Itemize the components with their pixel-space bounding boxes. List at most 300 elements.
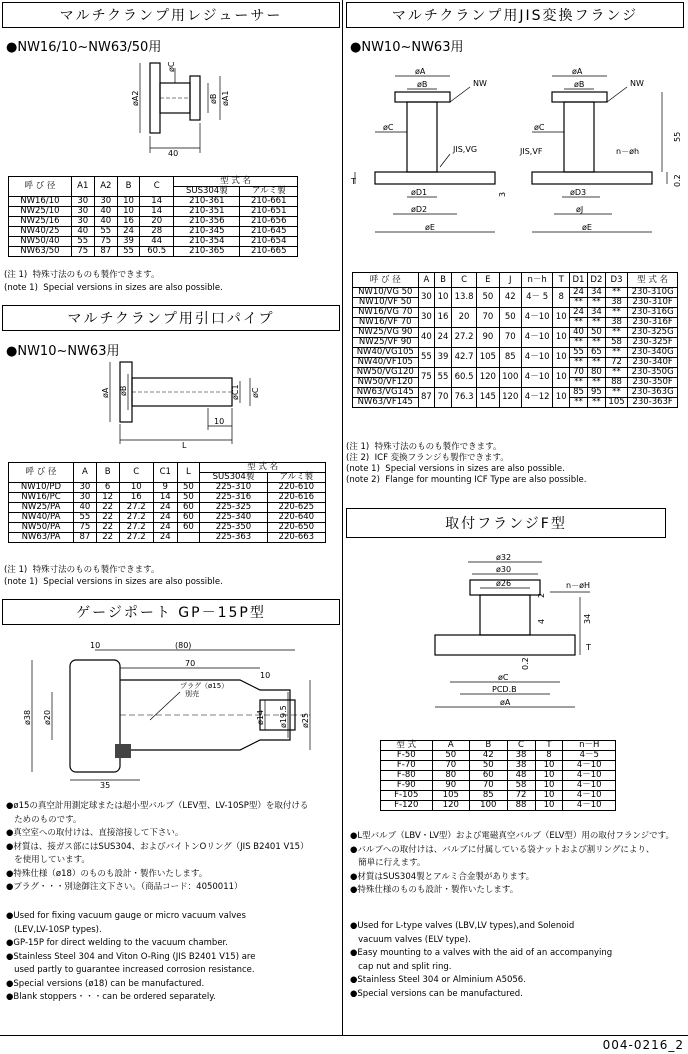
dim-len: 40	[168, 149, 179, 158]
table-cell: 24	[570, 288, 588, 298]
table-cell: 75	[73, 523, 96, 533]
dim-jisvg: JIS,VG	[453, 145, 478, 154]
table-cell: 40	[71, 227, 94, 237]
table-cell: 50	[177, 483, 200, 493]
jis-title: マルチクランプ用JIS変換フランジ	[346, 2, 684, 28]
table-cell: 60.5	[140, 247, 174, 257]
table-row	[381, 801, 616, 811]
table-cell: 24	[435, 328, 452, 348]
table-cell: **	[605, 348, 627, 358]
pipe-note-jp: (注 1) 特殊寸法のものも製作できます。	[4, 565, 160, 575]
table-cell: 225-316	[200, 493, 267, 503]
dim-phiC: øC	[498, 673, 509, 682]
table-cell: NW63/VF145	[353, 398, 419, 408]
th-col: C	[507, 741, 535, 751]
table-cell: **	[570, 378, 588, 388]
table-row	[9, 493, 326, 503]
note-line: ●プラグ・・・別途御注文下さい。（商品コード：4050011）	[6, 882, 243, 892]
table-cell: 10	[119, 483, 153, 493]
table-cell: 70	[570, 368, 588, 378]
table-cell: 4－10	[521, 348, 552, 368]
table-cell: **	[587, 398, 605, 408]
table-cell: 10	[553, 328, 570, 348]
table-cell: 90	[477, 328, 499, 348]
table-cell: 24	[153, 523, 177, 533]
note-line: ●特殊仕様のものも設計・製作いたします。	[350, 885, 519, 895]
table-cell: 210-651	[240, 207, 298, 217]
table-cell: 10	[553, 348, 570, 368]
table-cell: 210-361	[174, 197, 240, 207]
table-cell: 30	[71, 197, 94, 207]
th-b: B	[96, 463, 119, 483]
table-row	[381, 751, 616, 761]
table-cell: 87	[418, 388, 435, 408]
dim-10b: 10	[260, 671, 271, 680]
th-sus: SUS304製	[200, 473, 267, 483]
pipe-note-en: (note 1) Special versions in sizes are also possible.	[4, 577, 223, 587]
dim-nw: NW	[473, 79, 487, 88]
th-sus: SUS304製	[174, 187, 240, 197]
dim-nw-vf: NW	[630, 79, 644, 88]
dim-betsu: 別売	[185, 690, 199, 698]
table-cell: NW40/VG105	[353, 348, 419, 358]
pipe-table	[8, 462, 326, 543]
table-row	[9, 197, 298, 207]
table-cell: 230-325G	[628, 328, 678, 338]
table-cell: 55	[71, 237, 94, 247]
table-row	[381, 761, 616, 771]
table-cell: 8	[535, 751, 563, 761]
dim-10a: 10	[90, 641, 101, 650]
table-cell: 12	[96, 493, 119, 503]
table-cell: 16	[119, 493, 153, 503]
th-size: 呼 び 径	[353, 273, 419, 288]
table-row	[381, 781, 616, 791]
th-a1: A1	[71, 177, 94, 197]
note-line: ●Used for L-type valves (LBV,LV types),and Solenoid	[350, 921, 575, 931]
table-row	[9, 533, 326, 543]
dim-35: 35	[100, 781, 111, 790]
table-cell: 87	[94, 247, 117, 257]
dim-L: L	[182, 441, 187, 450]
dim-32: ø32	[496, 553, 512, 562]
dim-phiE: øE	[425, 223, 435, 232]
note-line: ●真空室への取付けは、直接溶接して下さい。	[6, 828, 184, 838]
table-cell: **	[587, 338, 605, 348]
table-cell: 30	[71, 207, 94, 217]
table-cell: 225-350	[200, 523, 267, 533]
reducer-range: ●NW16/10~NW63/50用	[6, 40, 162, 55]
th-model: 型 式 名	[200, 463, 326, 473]
dim-80: (80)	[175, 641, 192, 650]
dim-nphiH: n－øh	[616, 147, 640, 156]
th-d3: D3	[605, 273, 627, 288]
table-cell: 14	[140, 197, 174, 207]
table-cell: 100	[499, 368, 521, 388]
pipe-range: ●NW10~NW63用	[6, 344, 120, 359]
table-cell: 87	[73, 533, 96, 543]
table-cell: 30	[73, 483, 96, 493]
table-cell: 230-316F	[628, 318, 678, 328]
table-cell: 88	[507, 801, 535, 811]
table-cell: 48	[507, 771, 535, 781]
table-cell: **	[570, 358, 588, 368]
table-cell: 4－10	[563, 771, 616, 781]
th-c: C	[140, 177, 174, 197]
table-cell: 40	[570, 328, 588, 338]
table-cell: **	[587, 378, 605, 388]
table-cell: 8	[553, 288, 570, 308]
th-a2: A2	[94, 177, 117, 197]
th-model: 型 式 名	[174, 177, 298, 187]
table-cell: 80	[432, 771, 470, 781]
table-cell: 88	[605, 378, 627, 388]
table-cell: NW25/10	[9, 207, 72, 217]
reducer-table	[8, 176, 298, 257]
th-c1: C1	[153, 463, 177, 483]
table-cell: F-120	[381, 801, 433, 811]
table-cell: 230-350F	[628, 378, 678, 388]
table-cell: 9	[153, 483, 177, 493]
table-cell: 60.5	[451, 368, 476, 388]
note-line: (注 1) 特殊寸法のものも製作できます。	[346, 442, 502, 452]
note-line: ●Stainless Steel 304 or Alminium A5056.	[350, 975, 526, 985]
ff-title: 取付フランジF型	[346, 508, 666, 538]
table-cell: **	[605, 328, 627, 338]
th-col: 型 式	[381, 741, 433, 751]
table-cell: 10	[553, 308, 570, 328]
table-cell: NW25/VG 90	[353, 328, 419, 338]
th-b: B	[117, 177, 139, 197]
ff-drawing	[420, 552, 610, 712]
table-cell: NW63/PA	[9, 533, 74, 543]
table-cell: NW50/PA	[9, 523, 74, 533]
dim-02: 0.2	[521, 657, 530, 670]
gauge-en-notes	[6, 910, 255, 1005]
table-cell: 22	[96, 513, 119, 523]
table-cell: 60	[470, 771, 508, 781]
table-cell: 4－ 5	[521, 288, 552, 308]
table-cell: 40	[94, 217, 117, 227]
table-row	[353, 328, 678, 338]
table-cell: 24	[117, 227, 139, 237]
dim-phiJ: øJ	[576, 205, 584, 214]
table-cell: 230-325F	[628, 338, 678, 348]
table-row	[9, 523, 326, 533]
table-cell: 225-340	[200, 513, 267, 523]
dim-14: ø14	[256, 709, 265, 725]
dim-phiB: øB	[209, 93, 218, 104]
table-cell: 75	[71, 247, 94, 257]
table-cell: 20	[140, 217, 174, 227]
dim-195: ø19.5	[279, 705, 288, 728]
note-line: (LEV,LV-10SP types).	[6, 924, 102, 935]
note-line: ●Used for fixing vacuum gauge or micro vacuum valves	[6, 911, 246, 921]
th-size: 呼 び 径	[9, 177, 72, 197]
dim-25: ø25	[301, 712, 310, 728]
table-cell: 145	[477, 388, 499, 408]
table-row	[353, 308, 678, 318]
ff-jp-notes	[350, 830, 674, 898]
note-line: ●Easy mounting to a valves with the aid of an accompanying	[350, 948, 613, 958]
dim-phiD2: øD2	[411, 205, 428, 214]
table-cell: 220-640	[267, 513, 325, 523]
table-cell: 10	[117, 197, 139, 207]
table-cell: NW40/VF105	[353, 358, 419, 368]
table-cell: 80	[587, 368, 605, 378]
table-cell: 85	[470, 791, 508, 801]
table-cell: 210-365	[174, 247, 240, 257]
table-cell: 38	[605, 318, 627, 328]
table-cell: 27.2	[119, 523, 153, 533]
table-cell: 4－5	[563, 751, 616, 761]
table-cell: 230-340G	[628, 348, 678, 358]
table-row	[9, 237, 298, 247]
table-cell: 225-363	[200, 533, 267, 543]
table-cell: 210-354	[174, 237, 240, 247]
jis-range: ●NW10~NW63用	[350, 40, 464, 55]
dim-phiA: øA	[500, 698, 511, 707]
dim-phiC: øC	[167, 61, 176, 72]
gauge-title: ゲージポート GP－15P型	[2, 599, 340, 625]
table-cell: 230-316G	[628, 308, 678, 318]
table-cell: 55	[570, 348, 588, 358]
dim-t: T	[351, 177, 356, 186]
table-cell: 50	[477, 288, 499, 308]
table-cell: 39	[435, 348, 452, 368]
table-cell: 50	[470, 761, 508, 771]
th-al: アルミ製	[240, 187, 298, 197]
table-row	[353, 388, 678, 398]
footer-rule	[0, 1035, 688, 1036]
table-cell: 85	[570, 388, 588, 398]
table-cell: 10	[117, 207, 139, 217]
table-cell	[177, 533, 200, 543]
table-row	[353, 288, 678, 298]
table-cell: 58	[605, 338, 627, 348]
table-cell: 10	[535, 761, 563, 771]
dim-38: ø38	[23, 709, 32, 725]
th-a: A	[418, 273, 435, 288]
reducer-drawing	[110, 58, 260, 168]
dim-02: 0.2	[673, 174, 682, 187]
table-row	[9, 247, 298, 257]
table-cell: F-50	[381, 751, 433, 761]
table-cell: 60	[177, 523, 200, 533]
dim-phiC: øC	[383, 123, 394, 132]
dim-phiD1: øD1	[411, 188, 428, 197]
table-cell: 210-665	[240, 247, 298, 257]
dim-phiB: øB	[119, 385, 128, 396]
table-cell: 13.8	[451, 288, 476, 308]
table-row	[9, 227, 298, 237]
note-line: ●Special versions (ø18) can be manufactured.	[6, 978, 205, 989]
table-cell: **	[587, 298, 605, 308]
note-line: ●材質は、接ガス部にはSUS304、およびバイトンOリング（JIS B2401 V15）	[6, 841, 309, 852]
table-cell: 38	[507, 751, 535, 761]
note-line: ●Stainless Steel 304 and Viton O-Ring (JIS B2401 V15) are	[6, 951, 256, 962]
jis-table	[352, 272, 678, 408]
note-line: ●バルブへの取付けは、バルブに付属している袋ナットおよび割リングにより、	[350, 844, 655, 855]
dim-20: ø20	[43, 709, 52, 725]
table-cell: **	[605, 388, 627, 398]
dim-70: 70	[185, 659, 196, 668]
dim-34: 34	[583, 613, 592, 624]
table-cell: 4－10	[521, 308, 552, 328]
table-row	[9, 513, 326, 523]
table-cell: 210-656	[240, 217, 298, 227]
table-cell: 210-645	[240, 227, 298, 237]
jis-notes	[346, 442, 586, 486]
table-cell: 120	[499, 388, 521, 408]
table-cell: 210-654	[240, 237, 298, 247]
table-cell: **	[605, 288, 627, 298]
table-cell: F-70	[381, 761, 433, 771]
table-cell: 72	[605, 358, 627, 368]
table-cell: 230-363F	[628, 398, 678, 408]
dim-phiC-vf: øC	[534, 123, 545, 132]
table-cell: NW10/VG 50	[353, 288, 419, 298]
table-row	[9, 503, 326, 513]
dim-phiC: øC	[251, 387, 260, 398]
th-c: C	[451, 273, 476, 288]
table-cell: 225-325	[200, 503, 267, 513]
dim-plug: プラグ（ø15）	[180, 682, 229, 690]
table-cell: NW10/PD	[9, 483, 74, 493]
table-cell: 70	[477, 308, 499, 328]
th-col: T	[535, 741, 563, 751]
table-cell: 65	[587, 348, 605, 358]
dim-phiB-vf: øB	[574, 80, 585, 89]
table-cell: NW50/40	[9, 237, 72, 247]
note-line: (注 2) ICF 変換フランジも製作できます。	[346, 453, 509, 463]
table-cell: 70	[435, 388, 452, 408]
table-cell: 70	[470, 781, 508, 791]
table-row	[9, 207, 298, 217]
table-cell: F-80	[381, 771, 433, 781]
th-nh: n－h	[521, 273, 552, 288]
table-cell: 14	[140, 207, 174, 217]
table-cell: 27.2	[119, 533, 153, 543]
table-cell: 220-610	[267, 483, 325, 493]
table-cell: 50	[177, 493, 200, 503]
note-line: 簡単に行えます。	[350, 858, 426, 868]
table-cell: 210-345	[174, 227, 240, 237]
th-a: A	[73, 463, 96, 483]
table-cell: **	[587, 358, 605, 368]
table-cell: NW50/VF120	[353, 378, 419, 388]
table-cell: 24	[153, 533, 177, 543]
dim-phiA: øA	[101, 387, 110, 398]
table-cell: 42	[499, 288, 521, 308]
th-e: E	[477, 273, 499, 288]
dim-phiE-vf: øE	[582, 223, 592, 232]
table-cell: 24	[570, 308, 588, 318]
note-line: ●GP-15P for direct welding to the vacuum chamber.	[6, 938, 228, 948]
ff-en-notes	[350, 920, 612, 1001]
dim-phiA: øA	[415, 67, 426, 76]
th-d2: D2	[587, 273, 605, 288]
dim-two: 2	[537, 592, 546, 598]
note-line: を使用しています。	[6, 855, 90, 865]
jis-drawing-vg	[345, 62, 515, 247]
table-cell: 90	[432, 781, 470, 791]
table-cell: **	[570, 318, 588, 328]
th-al: アルミ製	[267, 473, 325, 483]
table-cell: 4－10	[563, 791, 616, 801]
table-cell: 95	[587, 388, 605, 398]
dim-phiB: øB	[417, 80, 428, 89]
th-c: C	[119, 463, 153, 483]
ff-table	[380, 740, 616, 811]
table-cell: 4－10	[563, 781, 616, 791]
note-line: vacuum valves (ELV type).	[350, 934, 471, 945]
table-cell: 72	[507, 791, 535, 801]
gauge-jp-notes	[6, 800, 309, 895]
table-row	[9, 217, 298, 227]
table-cell: 70	[499, 328, 521, 348]
table-cell: NW25/VF 90	[353, 338, 419, 348]
table-cell: 10	[535, 791, 563, 801]
dim-phiA2: øA2	[131, 90, 140, 106]
table-cell: 4－12	[521, 388, 552, 408]
table-cell: NW25/16	[9, 217, 72, 227]
gauge-drawing	[20, 640, 320, 790]
table-cell: 22	[96, 523, 119, 533]
table-cell: 230-350G	[628, 368, 678, 378]
reducer-note-jp: (注 1) 特殊寸法のものも製作できます。	[4, 270, 160, 280]
table-cell: 58	[507, 781, 535, 791]
dim-pcd: PCD.B	[492, 685, 517, 694]
dim-55: 55	[673, 131, 682, 142]
th-d1: D1	[570, 273, 588, 288]
table-cell: 75	[94, 237, 117, 247]
table-row	[381, 791, 616, 801]
table-cell: 40	[73, 503, 96, 513]
table-cell: 230-310F	[628, 298, 678, 308]
table-cell: 24	[153, 513, 177, 523]
table-cell: 50	[499, 308, 521, 328]
table-cell: 10	[535, 801, 563, 811]
table-cell: 4－10	[563, 761, 616, 771]
table-cell: 30	[418, 308, 435, 328]
table-cell: 30	[418, 288, 435, 308]
table-cell: 230-340F	[628, 358, 678, 368]
reducer-title: マルチクランプ用レジューサー	[2, 2, 340, 28]
th-l: L	[177, 463, 200, 483]
table-cell: 27.2	[451, 328, 476, 348]
table-cell: 55	[117, 247, 139, 257]
table-cell: 40	[94, 207, 117, 217]
table-cell: 34	[587, 288, 605, 298]
table-cell: 230-310G	[628, 288, 678, 298]
note-line: ●L型バルブ（LBV・LV型）および電磁真空バルブ（ELV型）用の取付フランジです。	[350, 831, 674, 841]
table-cell: 42	[470, 751, 508, 761]
dim-jisvf: JIS,VF	[520, 147, 543, 156]
table-row	[353, 348, 678, 358]
th-model: 型 式 名	[628, 273, 678, 288]
table-cell: **	[605, 368, 627, 378]
note-line: ●ø15の真空計用測定球または超小型バルブ（LEV型、LV-10SP型）を取付ける	[6, 801, 309, 811]
dim-T: T	[586, 643, 591, 652]
table-cell: 105	[477, 348, 499, 368]
table-row	[9, 483, 326, 493]
table-cell: 38	[507, 761, 535, 771]
dim-ten: 10	[214, 417, 225, 426]
dim-nphiH: n－øH	[566, 581, 590, 590]
dim-phiC1: øC1	[231, 384, 240, 400]
table-cell: 220-663	[267, 533, 325, 543]
